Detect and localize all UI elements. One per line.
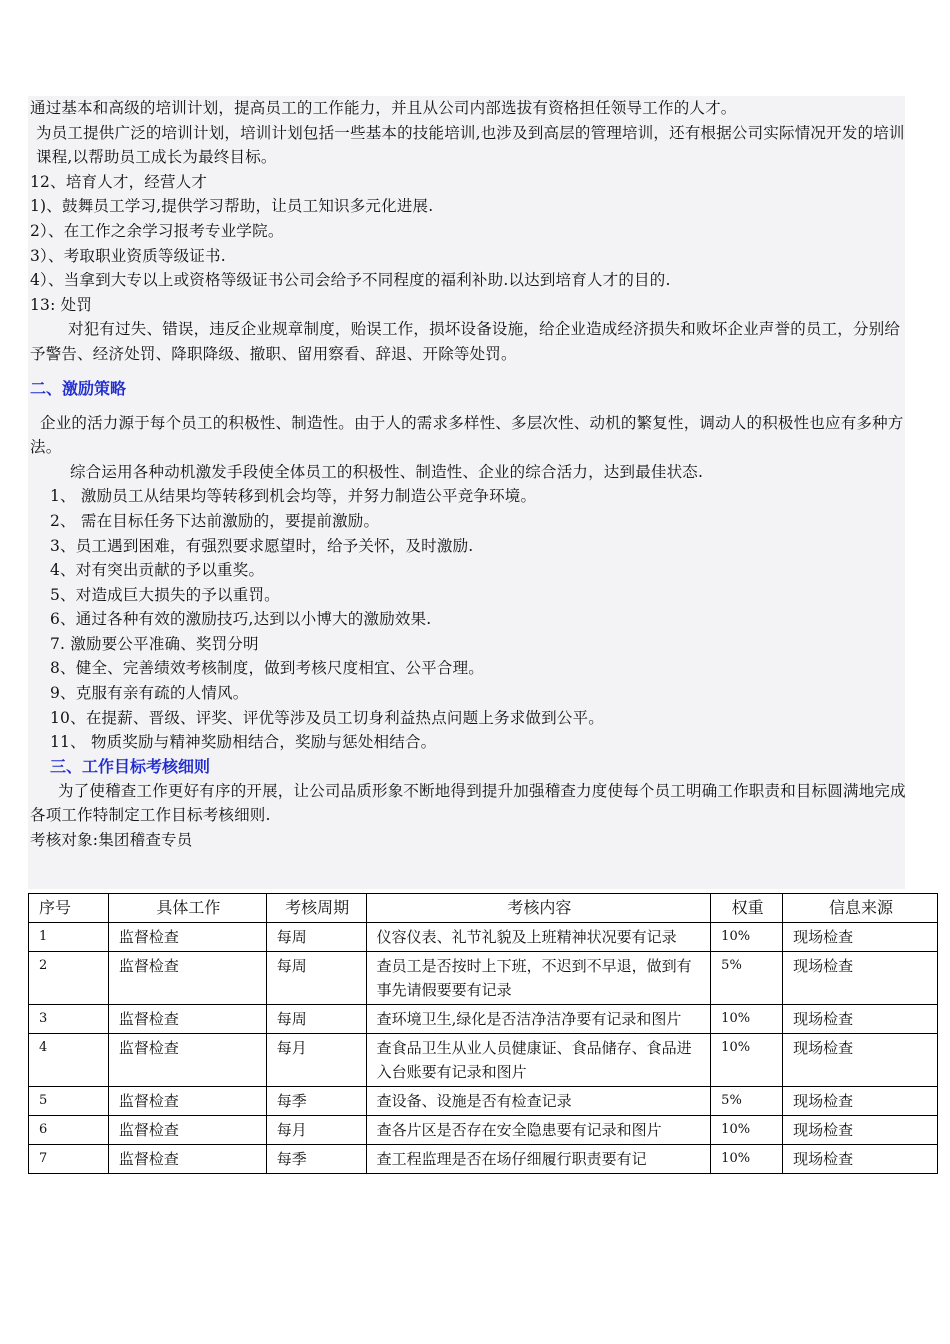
cell-source: 现场检查 — [783, 1005, 938, 1034]
cell-content: 查环境卫生,绿化是否洁净洁净要有记录和图片 — [366, 1005, 711, 1034]
cell-cycle: 每季 — [266, 1087, 366, 1116]
cell-index: 6 — [29, 1116, 109, 1145]
assessment-table — [28, 893, 938, 1174]
cell-weight: 5% — [711, 1087, 783, 1116]
cell-content: 查工程监理是否在场仔细履行职责要有记 — [366, 1145, 711, 1174]
cell-task: 监督检查 — [108, 1087, 266, 1116]
cell-cycle: 每季 — [266, 1145, 366, 1174]
cell-cycle: 每月 — [266, 1116, 366, 1145]
paragraph-training-2: 为员工提供广泛的培训计划，培训计划包括一些基本的技能培训,也涉及到高层的管理培训，还有根据公司实际情况开发的培训课程,以帮助员工成长为最终目标。 — [36, 123, 905, 167]
incentive-item: 8、健全、完善绩效考核制度，做到考核尺度相宜、公平合理。 — [50, 659, 484, 678]
header-cycle: 考核周期 — [266, 894, 366, 923]
cell-cycle: 每周 — [266, 952, 366, 1005]
incentive-item: 4、对有突出贡献的予以重奖。 — [50, 561, 265, 580]
header-index: 序号 — [29, 894, 109, 923]
cell-index: 7 — [29, 1145, 109, 1174]
cell-cycle: 每月 — [266, 1034, 366, 1087]
header-source: 信息来源 — [783, 894, 938, 923]
header-weight: 权重 — [711, 894, 783, 923]
cell-content: 仪容仪表、礼节礼貌及上班精神状况要有记录 — [366, 923, 711, 952]
cell-source: 现场检查 — [783, 1087, 938, 1116]
cell-index: 5 — [29, 1087, 109, 1116]
cell-index: 1 — [29, 923, 109, 952]
header-task: 具体工作 — [108, 894, 266, 923]
section-13-body: 对犯有过失、错误，违反企业规章制度，贻误工作，损坏设备设施，给企业造成经济损失和败坏企业声誉的员工，分别给予警告、经济处罚、降职降级、撤职、留用察看、辞退、开除等处罚。 — [30, 320, 901, 363]
cell-index: 2 — [29, 952, 109, 1005]
cell-cycle: 每周 — [266, 923, 366, 952]
cell-task: 监督检查 — [108, 1116, 266, 1145]
incentive-item: 9、克服有亲有疏的人情风。 — [50, 684, 249, 703]
incentive-item: 10、在提薪、晋级、评奖、评优等涉及员工切身利益热点问题上务求做到公平。 — [50, 708, 604, 727]
table-row — [29, 1005, 938, 1034]
cell-task: 监督检查 — [108, 952, 266, 1005]
section-12-item: 2）、在工作之余学习报考专业学院。 — [30, 221, 284, 240]
targets-subject: 考核对象:集团稽查专员 — [30, 831, 193, 850]
cell-content: 查员工是否按时上下班，不迟到不早退，做到有事先请假要要有记录 — [366, 952, 711, 1005]
table-row — [29, 1145, 938, 1174]
targets-heading: 三、工作目标考核细则 — [50, 756, 211, 776]
section-12-item: 3）、考取职业资质等级证书. — [30, 246, 226, 265]
cell-weight: 10% — [711, 923, 783, 952]
incentive-item: 6、通过各种有效的激励技巧,达到以小博大的激励效果. — [50, 610, 432, 629]
cell-content: 查设备、设施是否有检查记录 — [366, 1087, 711, 1116]
paragraph-training-1: 通过基本和高级的培训计划，提高员工的工作能力，并且从公司内部选拔有资格担任领导工作的人才。 — [30, 99, 737, 117]
cell-task: 监督检查 — [108, 1005, 266, 1034]
incentive-item: 3、员工遇到困难，有强烈要求愿望时，给予关怀，及时激励. — [50, 536, 474, 555]
section-12-item: 4）、当拿到大专以上或资格等级证书公司会给予不同程度的福利补助.以达到培育人才的目的. — [30, 271, 671, 290]
table-row — [29, 1087, 938, 1116]
table-row — [29, 1116, 938, 1145]
table-row — [29, 952, 938, 1005]
incentive-item: 7. 激励要公平准确、奖罚分明 — [50, 634, 259, 653]
incentive-intro: 企业的活力源于每个员工的积极性、制造性。由于人的需求多样性、多层次性、动机的繁复性，调动人的积极性也应有多种方法。 — [30, 413, 904, 457]
table-row — [29, 1034, 938, 1087]
cell-cycle: 每周 — [266, 1005, 366, 1034]
cell-weight: 10% — [711, 1005, 783, 1034]
cell-weight: 5% — [711, 952, 783, 1005]
incentive-item: 1、 激励员工从结果均等转移到机会均等，并努力制造公平竞争环境。 — [50, 487, 537, 506]
cell-weight: 10% — [711, 1034, 783, 1087]
cell-weight: 10% — [711, 1116, 783, 1145]
header-content: 考核内容 — [366, 894, 711, 923]
cell-source: 现场检查 — [783, 923, 938, 952]
table-row — [29, 923, 938, 952]
cell-source: 现场检查 — [783, 1145, 938, 1174]
cell-task: 监督检查 — [108, 923, 266, 952]
cell-content: 查各片区是否存在安全隐患要有记录和图片 — [366, 1116, 711, 1145]
cell-source: 现场检查 — [783, 1116, 938, 1145]
cell-task: 监督检查 — [108, 1145, 266, 1174]
incentive-heading: 二、激励策略 — [30, 378, 127, 398]
incentive-item: 2、 需在目标任务下达前激励的，要提前激励。 — [50, 511, 380, 530]
cell-index: 3 — [29, 1005, 109, 1034]
table-header-row — [29, 894, 938, 923]
section-12-item: 1)、鼓舞员工学习,提供学习帮助，让员工知识多元化进展. — [30, 197, 434, 216]
incentive-item: 11、 物质奖励与精神奖励相结合，奖励与惩处相结合。 — [50, 733, 437, 752]
targets-intro: 为了使稽查工作更好有序的开展，让公司品质形象不断地得到提升加强稽查力度使每个员工明确工作职责和目标圆满地完成各项工作特制定工作目标考核细则. — [30, 781, 906, 825]
section-12-title: 12、培育人才，经营人才 — [30, 172, 208, 191]
cell-index: 4 — [29, 1034, 109, 1087]
document-body — [30, 96, 910, 853]
section-13-title: 13: 处罚 — [30, 295, 93, 314]
cell-source: 现场检查 — [783, 1034, 938, 1087]
incentive-item: 5、对造成巨大损失的予以重罚。 — [50, 585, 280, 604]
cell-content: 查食品卫生从业人员健康证、食品储存、食品进入台账要有记录和图片 — [366, 1034, 711, 1087]
cell-source: 现场检查 — [783, 952, 938, 1005]
cell-weight: 10% — [711, 1145, 783, 1174]
incentive-summary: 综合运用各种动机激发手段使全体员工的积极性、制造性、企业的综合活力，达到最佳状态. — [70, 462, 704, 481]
cell-task: 监督检查 — [108, 1034, 266, 1087]
